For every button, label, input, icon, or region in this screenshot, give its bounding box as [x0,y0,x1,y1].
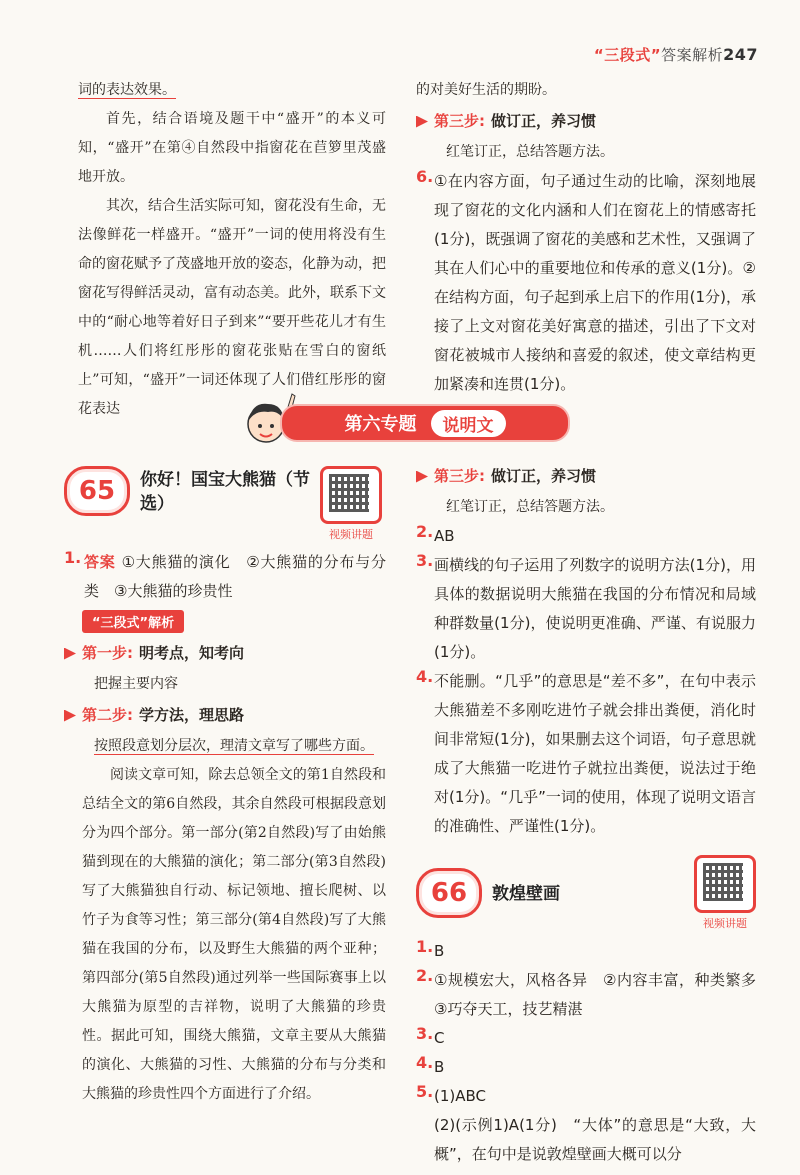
analysis-badge: “三段式”解析 [82,610,184,633]
analysis-paragraph: 阅读文章可知，除去总领全文的第1自然段和总结全文的第6自然段，其余自然段可根据段意划分为四个部分。第一部分(第2自然段)写了由始熊猫到现在的大熊猫的演化；第二部分(第3自然段)写了大熊猫独自行动、标记领地、擅长爬树、以竹子为食等习性；第三部分(第4自然段)写了大熊猫在我国的分布，以及野生大熊猫的两个亚种；第四部分(第5自然段)通过列举一些国际赛事上以大熊猫为原型的吉祥物，说明了大熊猫的珍贵性。据此可知，围绕大熊猫，文章主要从大熊猫的演化、大熊猫的习性、大熊猫的分布与分类和大熊猫的珍贵性四个方面进行了介绍。 [82,767,386,1102]
q5-part2: (2)(示例1)A(1分) “大体”的意思是“大致，大概”，在句中是说敦煌壁画大概可以分 [434,1116,756,1163]
question-4 [416,667,756,841]
left-column-top [78,76,386,424]
answer-text: ①规模宏大，风格各异 ②内容丰富，种类繁多 ③巧夺天工，技艺精湛 [434,971,772,1018]
q6-number: 6. [416,167,434,186]
answer-text: (1)ABC [434,1087,487,1105]
arrow-icon [64,648,76,660]
lesson-title: 敦煌壁画 [492,884,560,904]
qr-code-icon[interactable] [694,855,756,913]
q4-number: 4. [416,667,434,686]
answer-number: 5. [416,1082,434,1101]
step1-title: 明考点，知考向 [139,644,245,662]
step2-title: 学方法，理思路 [139,706,245,724]
answer-label: 答案 [84,553,116,571]
step3-label: 第三步: [434,467,485,485]
right-paragraph-1: 的对美好生活的期盼。 [416,82,556,98]
qr-block[interactable] [320,466,382,542]
left-paragraph-1: 词的表达效果。 [78,82,176,98]
question-1 [64,548,386,606]
step2-text: 按照段意划分层次，理清文章写了哪些方面。 [94,738,374,754]
question-3 [416,551,756,667]
step3-text: 红笔订正，总结答题方法。 [446,144,614,160]
answer-text: C [434,1029,445,1047]
lesson-65-header [64,466,386,542]
q3-answer: 画横线的句子运用了列数字的说明方法(1分)，用具体的数据说明大熊猫在我国的分布情况和局域种群数量(1分)，使说明更准确、严谨、有说服力(1分)。 [434,556,756,661]
answer-number: 4. [416,1053,434,1072]
topic-banner [240,390,570,450]
arrow-icon [416,471,428,483]
lesson-66-header [416,855,756,931]
q3-number: 3. [416,551,434,570]
lesson-66-answers [416,937,772,1169]
q4-answer: 不能删。“几乎”的意思是“差不多”，在句中表示大熊猫差不多刚吃进竹子就会排出粪便，消化时间非常短(1分)，如果删去这个词语，句子意思就成了大熊猫一吃进竹子就拉出粪便，说法过于绝对(1分)。“几乎”一词的使用，体现了说明文语言的准确性、严谨性(1分)。 [434,672,756,835]
step2-label: 第二步: [82,706,133,724]
left-paragraph-2: 首先，结合语境及题干中“盛开”的本义可知，“盛开”在第④自然段中指窗花在苣箩里茂盛地开放。 [78,111,386,185]
banner-bar [280,404,570,442]
header-brand: “三段式” [593,46,662,64]
page-number: 247 [723,45,758,64]
lesson-title: 你好！国宝大熊猫（节选） [140,470,310,514]
answer-number: 2. [416,966,434,985]
banner-genre: 说明文 [431,410,506,437]
q1-number: 1. [64,548,82,567]
step1-heading [64,639,386,668]
arrow-icon [64,710,76,722]
qr-block[interactable] [694,855,756,931]
step3-heading-bottom [416,462,756,491]
right-column-bottom [416,460,772,1169]
right-column-top [416,76,756,399]
left-paragraph-3: 其次，结合生活实际可知，窗花没有生命，无法像鲜花一样盛开。“盛开”一词的使用将没有生命的窗花赋予了茂盛地开放的姿态，化静为动，把窗花写得鲜活灵动，富有动态美。此外，联系下文中的“耐心地等着好日子到来”“要开些花儿才有生机……人们将红彤彤的窗花张贴在雪白的窗纸上”可知，“盛开”一词还体现了人们借红彤彤的窗花表达 [78,198,386,417]
step3-text: 红笔订正，总结答题方法。 [446,499,614,515]
answer-number: 3. [416,1024,434,1043]
qr-caption: 视频讲题 [329,528,373,541]
step1-text: 把握主要内容 [94,676,178,692]
step2-heading [64,701,386,730]
step3-label: 第三步: [434,112,485,130]
q2-answer: AB [434,527,455,545]
header-label: 答案解析 [661,46,724,64]
answer-item [416,966,772,1024]
q6-answer: ①在内容方面，句子通过生动的比喻，深刻地展现了窗花的文化内涵和人们在窗花上的情感寄托(1分)，既强调了窗花的美感和艺术性，又强调了其在人们心中的重要地位和传承的意义(1分)。②在结构方面，句子起到承上启下的作用(1分)，承接了上文对窗花美好寓意的描述，引出了下文对窗花被城市人接纳和喜爱的叙述，使文章结构更加紧凑和连贯(1分)。 [434,172,756,393]
lesson-65 [64,466,386,1109]
lesson-number-badge: 65 [64,466,130,516]
step3-title: 做订正，养习惯 [491,467,597,485]
answer-text: B [434,1058,445,1076]
answer-number: 1. [416,937,434,956]
q1-answer: ①大熊猫的演化 ②大熊猫的分布与分类 ③大熊猫的珍贵性 [84,553,386,600]
q2-number: 2. [416,522,434,541]
step3-heading-top [416,107,756,136]
banner-topic: 第六专题 [344,414,417,435]
answer-item [416,1082,756,1111]
answer-item [416,1053,756,1082]
page-header [594,44,758,65]
answer-text: B [434,942,445,960]
qr-code-icon[interactable] [320,466,382,524]
step3-title: 做订正，养习惯 [491,112,597,130]
step1-label: 第一步: [82,644,133,662]
question-2 [416,522,756,551]
question-6 [416,167,756,399]
qr-caption: 视频讲题 [703,917,747,930]
arrow-icon [416,116,428,128]
answer-item [416,1024,756,1053]
answer-item [416,937,756,966]
lesson-number-badge: 66 [416,868,482,918]
